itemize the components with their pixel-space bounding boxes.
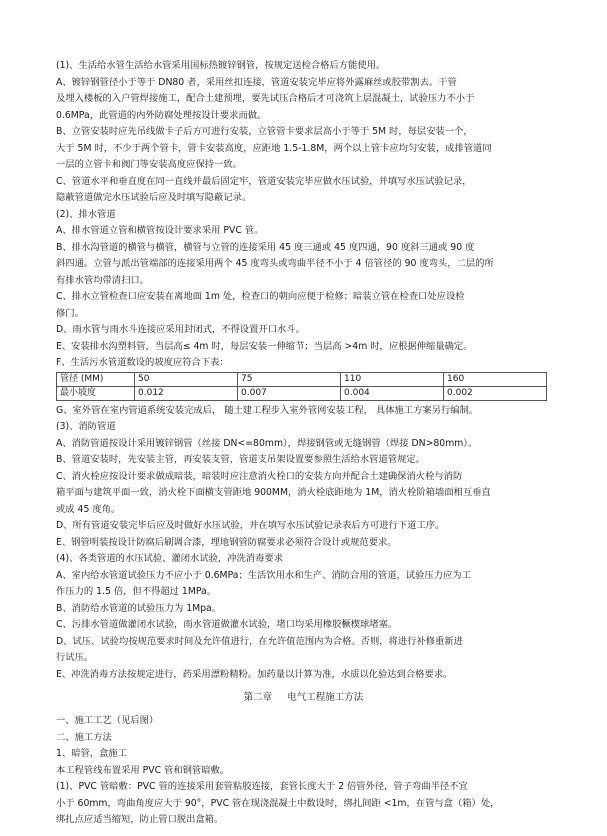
paragraph: 大于 5M 时，不少于两个管卡，管卡安装高度，应距地 1.5-1.8M，两个以上管卡应均匀安装，成排管道同	[56, 142, 492, 154]
slope-table	[56, 372, 547, 403]
paragraph: A、室内给水管道试验压力不应小于 0.6MPa；生活饮用水和生产、消防合用的管道，试验压力应为工	[56, 569, 471, 581]
paragraph: A、排水管道立管和横管按设计要求采用 PVC 管。	[56, 225, 264, 236]
section-heading: (4)、各类管道的水压试验、灌闭水试验，冲洗消毒要求	[56, 553, 283, 564]
paragraph: D、试压、试验均按规范要求时间及允许值进行，在允许值范围内为合格。否则，将进行补修重新进	[56, 635, 463, 647]
section-heading: 1、暗管，盒施工	[56, 748, 127, 759]
paragraph: 或成 45 度角。	[56, 503, 121, 515]
paragraph: (1)、生活给水管生活给水管采用国标热镀锌钢管，按规定送检合格后方能使用。	[56, 60, 386, 71]
paragraph: 一层的立管卡和阀门等安装高度应保持一致。	[56, 159, 242, 170]
section-heading: 二、施工方法	[56, 731, 112, 743]
paragraph: B、消防给水管道的试验压力为 1Mpa。	[56, 602, 222, 614]
paragraph: 箱平面与建筑平面一致，消火栓下面横支管距地 900MM，消火栓底距地为 1M，消火栓阶箱墙面相互垂直	[56, 487, 491, 498]
paragraph: 斜四通。立管与派出管端部的连接采用两个 45 度弯头或弯曲半径不小于 4 倍管径的 90 度弯头，二层的所	[56, 258, 494, 269]
paragraph: E、安装排水沟塑料管，当层高≤ 4m 时，每层安装一伸缩节；当层高 >4m 时，应根据伸缩量确定。	[56, 340, 473, 352]
chapter-title: 第二章	[243, 692, 273, 703]
table-cell: 管径 (MM)	[57, 372, 135, 386]
paragraph: C、污排水管道做灌闭水试验，雨水管道做灌水试验，堵口均采用橡胶橛楔球堵塞。	[56, 619, 398, 630]
paragraph: A、镀锌钢管径小于等于 DN80 者，采用丝扣连接，管道安装完毕应将外露麻丝或胶带割去。干管	[56, 76, 457, 88]
table-cell: 110	[341, 372, 444, 386]
table-cell: 50	[135, 372, 238, 386]
paragraph: 0.6MPa，此管道的内外防腐处理按设计要求而做。	[56, 109, 267, 121]
table-row	[57, 386, 547, 400]
table-cell: 0.004	[341, 386, 444, 400]
table-cell: 最小坡度	[57, 386, 135, 400]
document-body	[0, 58, 607, 829]
paragraph: B、排水沟管道的横管与横管，横管与立管的连接采用 45 度三通或 45 度四通，90 度斜三通或 90 度	[56, 241, 475, 253]
paragraph: 绑扎点应适当缩短，防止管口脱出盒箱。	[56, 814, 224, 825]
chapter-heading	[0, 683, 607, 713]
paragraph: F、生活污水管道数设的坡度应符合下表：	[56, 357, 229, 368]
paragraph: A、消防管道按设计采用镀锌钢管（丝接 DN<=80mm），焊接钢管或无缝钢管（焊接 DN>80mm）。	[56, 437, 478, 449]
paragraph: 修门。	[56, 307, 84, 319]
section-heading: (2)、排水管道	[56, 208, 116, 220]
paragraph: 小于 60mm，弯曲角度应大于 90°，PVC 管在现浇混凝土中数设时，绑扎间距 <1m，在管与盒（箱）处，	[56, 797, 500, 809]
paragraph: C、管道水平和垂直度在同一直线并最后固定牢，管道安装完毕应做水压试验，并填写水压试验记录，	[56, 175, 472, 187]
table-cell: 0.012	[135, 386, 238, 400]
paragraph: 本工程管线布置采用 PVC 管和钢管暗敷。	[56, 764, 230, 776]
paragraph: 隐蔽管道做完水压试验后应及时填写隐蔽记录。	[56, 192, 252, 203]
table-row	[57, 372, 547, 386]
paragraph: E、冲洗消毒方法按规定进行，药采用漂粉精粉。加药量以计算为准，水质以化验达到合格要求。	[56, 668, 453, 680]
section-heading: (3)、消防管道	[56, 421, 116, 432]
paragraph: (1)、PVC 管暗敷：PVC 管的连接采用套管粘胶连接，套管长度大于 2 倍管外径，管子弯曲半径不宜	[56, 781, 468, 792]
paragraph: E、钢管明装按设计防腐后刷调合漆，埋地钢管防腐要求必须符合设计或规范要求。	[56, 536, 397, 548]
table-cell: 0.007	[238, 386, 341, 400]
table-cell: 75	[238, 372, 341, 386]
paragraph: 及埋入楼板的入户管焊接施工，配合土建预埋，要先试压合格后才可浇筑上层混凝土，试验压力不小于	[56, 93, 475, 104]
paragraph: 作压力的 1.5 倍，但不得超过 1MPa。	[56, 586, 217, 597]
paragraph: 行试压。	[56, 652, 94, 663]
section-heading: 一、施工工艺（见后图）	[56, 715, 159, 726]
paragraph: B、管道安装时，先安装主管，再安装支管，管道支吊架设置要参照生活给水管道管规定。	[56, 454, 425, 465]
table-cell: 160	[444, 372, 547, 386]
chapter-subtitle: 电气工程施工方法	[287, 692, 364, 703]
table-cell: 0.002	[444, 386, 547, 400]
paragraph: D、雨水管与雨水斗连接应采用封闭式，不得设置开口水斗。	[56, 324, 305, 335]
paragraph: C、消火栓应按设计要求做成暗装，暗装时应注意消火栓口的安装方向并配合土建确保消火栓与消防	[56, 470, 463, 482]
paragraph: C、排水立管检查口应安装在离地面 1m 处，检查口的朝向应便于检修；暗装立管在检查口处应设检	[56, 291, 465, 302]
paragraph: 有排水管均带清扫口。	[56, 274, 149, 286]
paragraph: G、室外管在室内管道系统安装完成后， 随土建工程步入室外管网安装工程， 具体施工方案另行编制。	[56, 404, 479, 416]
paragraph: B、立管安装时应先吊线做卡子后方可进行安装，立管管卡要求层高小于等于 5M 时，每层安装一个，	[56, 126, 473, 137]
paragraph: D、所有管道安装完毕后应及时做好水压试验，并在填写水压试验记录表后方可进行下道工序。	[56, 520, 445, 531]
